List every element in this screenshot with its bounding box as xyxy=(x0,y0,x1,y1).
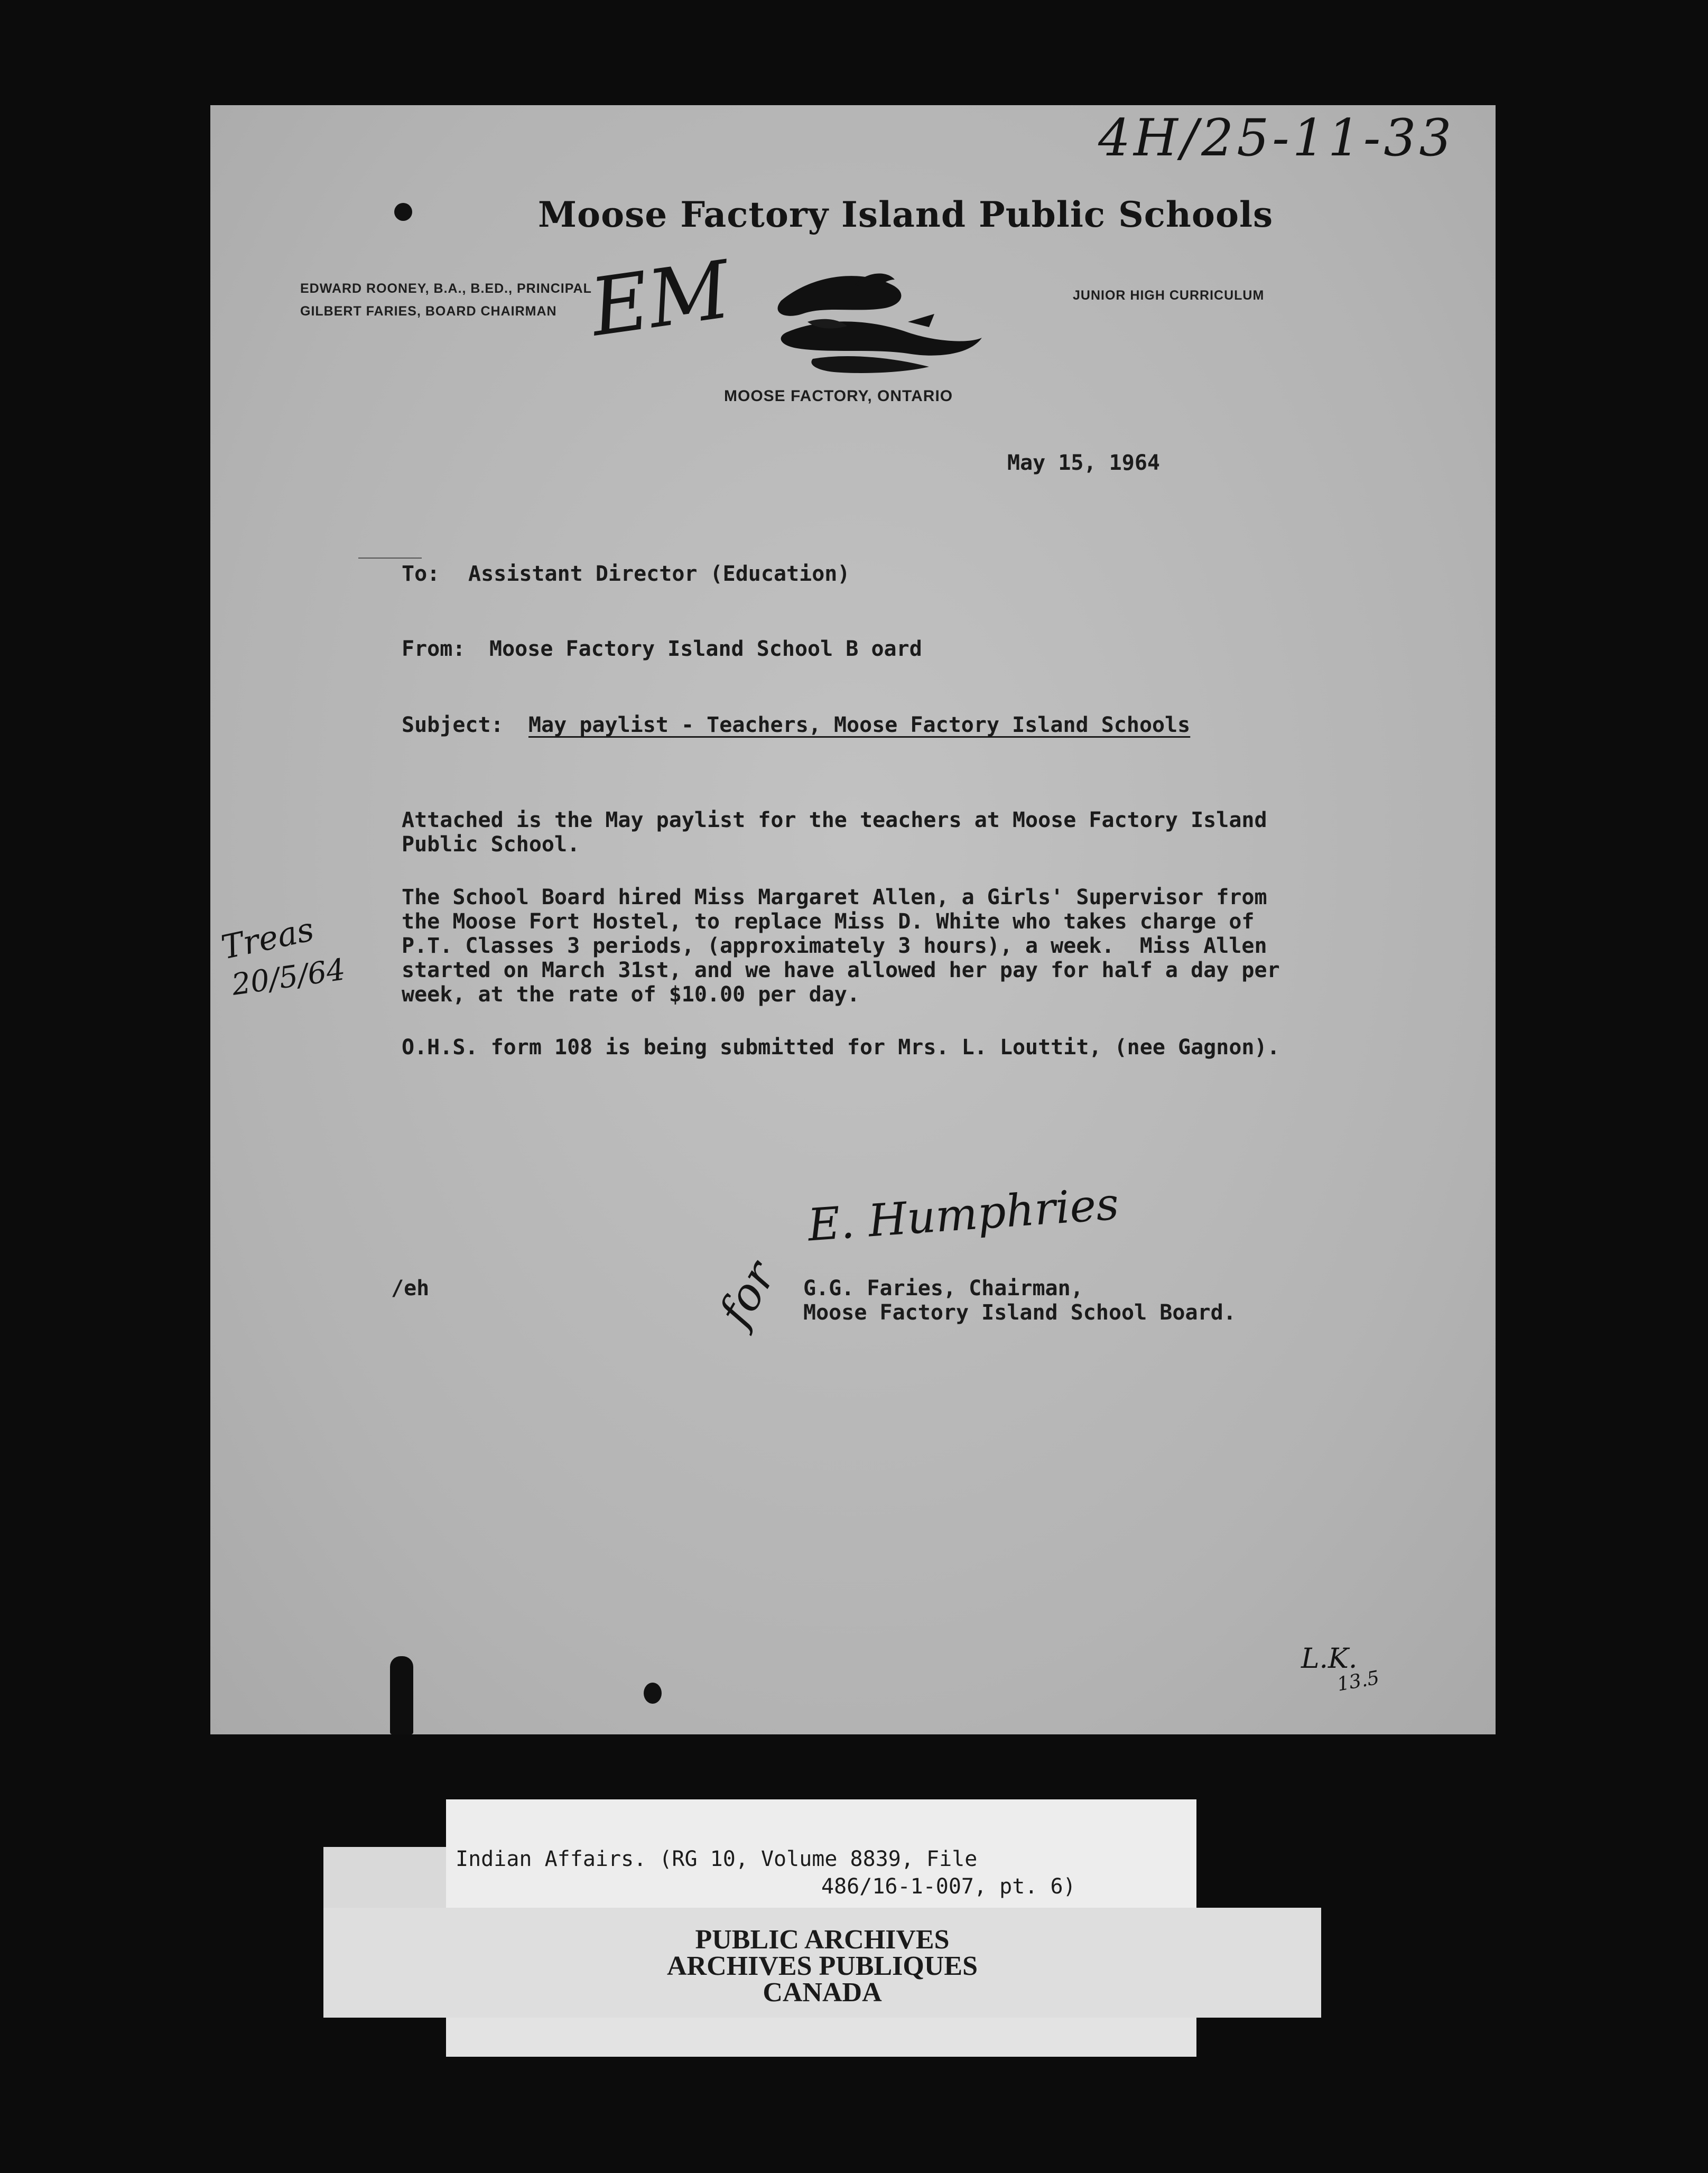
file-number-handwritten: 4H/25-11-33 xyxy=(1098,108,1455,168)
corner-number-handwritten: 13.5 xyxy=(1335,1667,1381,1696)
curriculum-line: JUNIOR HIGH CURRICULUM xyxy=(1073,288,1265,303)
stamp-line-2: ARCHIVES PUBLIQUES xyxy=(666,1951,978,1981)
principal-line: EDWARD ROONEY, B.A., B.ED., PRINCIPAL xyxy=(300,281,592,296)
margin-dash xyxy=(358,558,422,559)
letterhead-title: Moose Factory Island Public Schools xyxy=(538,194,1274,235)
punch-mark xyxy=(394,203,412,221)
reference-line-2: 486/16-1-007, pt. 6) xyxy=(821,1874,1076,1899)
letter-page xyxy=(210,105,1496,1734)
signer-line-1: G.G. Faries, Chairman, xyxy=(803,1276,1083,1301)
chairman-line: GILBERT FARIES, BOARD CHAIRMAN xyxy=(300,304,557,319)
subject-value: May paylist - Teachers, Moose Factory Island Schools xyxy=(528,713,1191,737)
subject-label: Subject: xyxy=(402,713,504,737)
body-paragraph-1-line-1: Attached is the May paylist for the teachers at Moose Factory Island xyxy=(402,808,1267,832)
corner-initials-handwritten: L.K. xyxy=(1301,1643,1358,1675)
goose-emblem-icon xyxy=(749,264,992,380)
stamp-line-1: PUBLIC ARCHIVES xyxy=(695,1925,950,1955)
body-paragraph-2-line-5: week, at the rate of $10.00 per day. xyxy=(402,982,860,1007)
body-paragraph-3: O.H.S. form 108 is being submitted for Mrs. L. Louttit, (nee Gagnon). xyxy=(402,1035,1280,1060)
ink-blot xyxy=(390,1656,413,1734)
handwritten-initials: EM xyxy=(585,244,736,355)
body-paragraph-1-line-2: Public School. xyxy=(402,832,580,857)
archive-stamp-label xyxy=(323,1908,1321,2018)
handwritten-signature: E. Humphries xyxy=(806,1177,1121,1251)
reference-line-1: Indian Affairs. (RG 10, Volume 8839, File xyxy=(456,1847,978,1871)
ink-blot xyxy=(644,1683,662,1704)
signer-line-2: Moose Factory Island School Board. xyxy=(803,1301,1236,1325)
memo-date: May 15, 1964 xyxy=(1007,451,1160,475)
body-paragraph-2-line-4: started on March 31st, and we have allowed her pay for half a day per xyxy=(402,958,1280,982)
typist-initials: /eh xyxy=(391,1276,430,1301)
archive-label-bottom-strip xyxy=(446,2018,1196,2057)
for-note-handwritten: for xyxy=(709,1252,786,1335)
to-value: Assistant Director (Education) xyxy=(468,562,850,586)
to-label: To: xyxy=(402,562,440,586)
location-line: MOOSE FACTORY, ONTARIO xyxy=(724,387,953,405)
treas-note-handwritten: Treas xyxy=(218,909,318,967)
stamp-line-3: CANADA xyxy=(763,1977,882,2008)
archive-reference-label xyxy=(446,1799,1196,1908)
treas-date-handwritten: 20/5/64 xyxy=(229,952,348,1002)
body-paragraph-2-line-3: P.T. Classes 3 periods, (approximately 3 hours), a week. Miss Allen xyxy=(402,934,1267,958)
body-paragraph-2-line-1: The School Board hired Miss Margaret Allen, a Girls' Supervisor from xyxy=(402,885,1267,909)
from-value: Moose Factory Island School B oard xyxy=(489,637,922,661)
body-paragraph-2-line-2: the Moose Fort Hostel, to replace Miss D. White who takes charge of xyxy=(402,909,1255,934)
archive-stamp-text xyxy=(323,1927,1321,2006)
from-label: From: xyxy=(402,637,466,661)
